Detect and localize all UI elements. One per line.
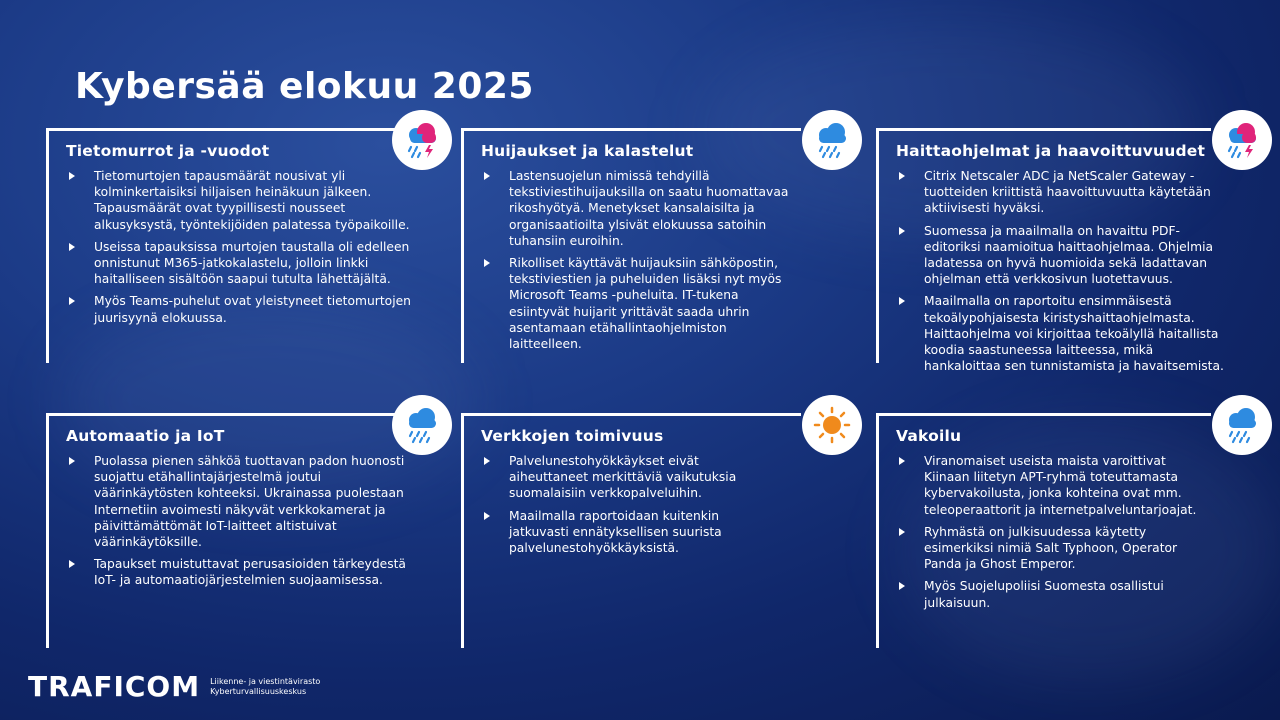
list-item: Tietomurtojen tapausmäärät nousivat yli kolminkertaisiksi hiljaisen heinäkuun jälkeen. Tapausmäärät ovat tyypillisesti nousseet alkusyksystä, työntekijöiden palatessa työpaikoille. (66, 168, 426, 233)
panel-border-top (876, 413, 1211, 416)
panel-heading: Vakoilu (896, 427, 962, 445)
list-item: Rikolliset käyttävät huijauksiin sähköpostin, tekstiviestien ja puheluiden lisäksi nyt myös Microsoft Teams -puheluita. IT-tukena esiintyvät huijarit yrittävät saada uhrin asentamaan etähallintaohjelmiston laitteelleen. (481, 255, 791, 352)
rain-cloud-icon (392, 395, 452, 455)
page-title: Kybersää elokuu 2025 (75, 66, 534, 107)
panel-border-top (461, 413, 801, 416)
panel-heading: Verkkojen toimivuus (481, 427, 664, 445)
panel-tietomurrot (46, 128, 436, 363)
logo-wordmark: TRAFICOM (28, 670, 201, 703)
panel-border-left (46, 128, 49, 363)
panel-verkkojen-toimivuus (461, 413, 851, 648)
panel-border-left (461, 128, 464, 363)
bullet-list (66, 453, 421, 595)
rain-cloud-icon (802, 110, 862, 170)
bullet-list (481, 168, 791, 358)
bullet-list (481, 453, 761, 562)
panel-haittaohjelmat (876, 128, 1236, 374)
list-item: Puolassa pienen sähköä tuottavan padon huonosti suojattu etähallintajärjestelmä joutui väärinkäytösten kohteeksi. Ukrainassa puolestaan Internetiin avoimesti näkyvät verkkokamerat ja päivittämättömät IoT-laitteet altistuivat väärinkäytöksille. (66, 453, 421, 550)
panel-border-left (461, 413, 464, 648)
panel-border-left (46, 413, 49, 648)
list-item: Useissa tapauksissa murtojen taustalla oli edelleen onnistunut M365-jatkokalastelu, jolloin linkki haitalliseen sisältöön saapui tutulta lähettäjältä. (66, 239, 426, 288)
list-item: Suomessa ja maailmalla on havaittu PDF-editoriksi naamioitua haittaohjelmaa. Ohjelmia ladatessa on hyvä huomioida sekä ladattavan ohjelman että verkkosivun luotettavuus. (896, 223, 1226, 288)
bullet-list (66, 168, 426, 332)
list-item: Myös Suojelupoliisi Suomesta osallistui julkaisuun. (896, 578, 1201, 610)
panel-heading: Haittaohjelmat ja haavoittuvuudet (896, 142, 1206, 160)
list-item: Maailmalla raportoidaan kuitenkin jatkuvasti ennätyksellisen suurista palvelunestohyökkäyksistä. (481, 508, 761, 557)
list-item: Viranomaiset useista maista varoittivat Kiinaan liitetyn APT-ryhmä toteuttamasta kybervakoilusta, jonka kohteina ovat mm. teleoperaattorit ja internetpalveluntarjoajat. (896, 453, 1201, 518)
panel-vakoilu (876, 413, 1236, 648)
storm-cloud-icon (1212, 110, 1272, 170)
panel-heading: Tietomurrot ja -vuodot (66, 142, 270, 160)
panel-border-top (876, 128, 1211, 131)
bullet-list (896, 168, 1226, 380)
panel-border-top (46, 413, 396, 416)
list-item: Ryhmästä on julkisuudessa käytetty esimerkiksi nimiä Salt Typhoon, Operator Panda ja Ghost Emperor. (896, 524, 1201, 573)
panel-automaatio (46, 413, 436, 648)
list-item: Citrix Netscaler ADC ja NetScaler Gateway -tuotteiden kriittistä haavoittuvuutta käytetään aktiivisesti hyväksi. (896, 168, 1226, 217)
traficom-logo (28, 670, 320, 703)
logo-subtitle-line: Liikenne- ja viestintävirasto (210, 676, 321, 686)
panel-huijaukset (461, 128, 851, 363)
storm-cloud-icon (392, 110, 452, 170)
list-item: Tapaukset muistuttavat perusasioiden tärkeydestä IoT- ja automaatiojärjestelmien suojaamisessa. (66, 556, 421, 588)
panel-border-left (876, 128, 879, 363)
logo-subtitle (210, 677, 320, 697)
panel-border-top (461, 128, 801, 131)
sun-icon (802, 395, 862, 455)
bullet-list (896, 453, 1201, 617)
panel-heading: Automaatio ja IoT (66, 427, 225, 445)
rain-cloud-icon (1212, 395, 1272, 455)
panel-border-top (46, 128, 396, 131)
list-item: Myös Teams-puhelut ovat yleistyneet tietomurtojen juurisyynä elokuussa. (66, 293, 426, 325)
panel-border-left (876, 413, 879, 648)
logo-subtitle-line: Kyberturvallisuuskeskus (210, 686, 307, 696)
panel-heading: Huijaukset ja kalastelut (481, 142, 694, 160)
list-item: Palvelunestohyökkäykset eivät aiheuttaneet merkittäviä vaikutuksia suomalaisiin verkkopalveluihin. (481, 453, 761, 502)
list-item: Maailmalla on raportoitu ensimmäisestä tekoälypohjaisesta kiristyshaittaohjelmasta. Haittaohjelma voi kirjoittaa tekoälyllä haitallista koodia saastuneessa laitteessa, mikä hankaloittaa sen tunnistamista ja havaitsemista. (896, 293, 1226, 374)
list-item: Lastensuojelun nimissä tehdyillä tekstiviestihuijauksilla on saatu huomattavaa rikoshyötyä. Menetykset kansalaisilta ja organisaatioilta ylsivät elokuussa satoihin tuhansiin euroihin. (481, 168, 791, 249)
